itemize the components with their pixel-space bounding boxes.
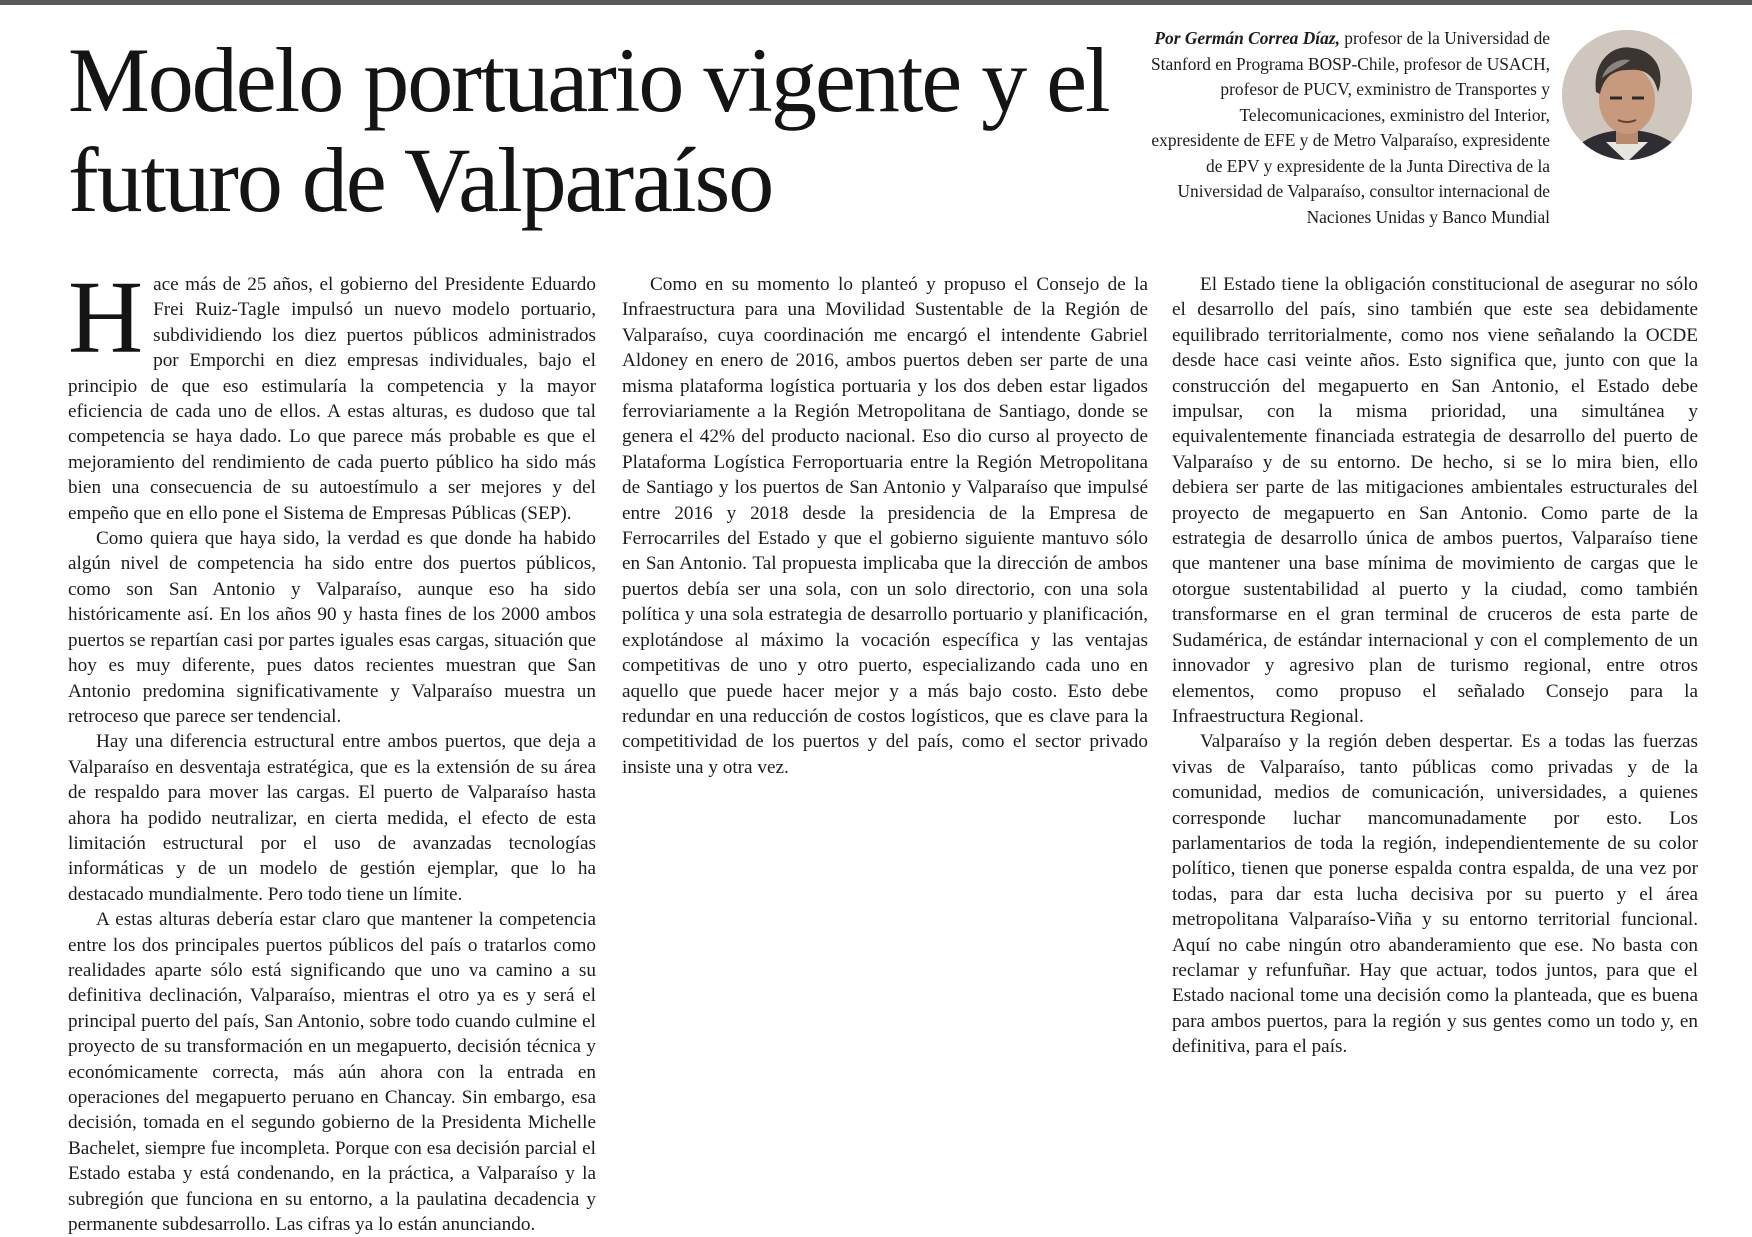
author-name: Por Germán Correa Díaz,	[1154, 28, 1340, 48]
article-paragraph	[68, 260, 596, 526]
article-paragraph: Como quiera que haya sido, la verdad es que donde ha habido algún nivel de competencia ha sido entre dos puertos públicos, como son San Antonio y Valparaíso, aunque eso ha sido históricamente así. En los años 90 y hasta fines de los 2000 ambos puertos se repartían casi por partes iguales esas cargas, situación que hoy es muy diferente, pues datos recientes muestran que San Antonio predomina significativamente y Valparaíso muestra un retroceso que parece ser tendencial.	[68, 528, 596, 727]
article-paragraph: A estas alturas debería estar claro que mantener la competencia entre los dos principales puertos públicos del país o tratarlos como realidades aparte sólo está significando que uno va camino a su definitiva declinación, Valparaíso, mientras el otro ya es y será el principal puerto del país, San Antonio, sobre todo cuando culmine el proyecto de su transformación en un megapuerto, decisión técnica y económicamente correcta, más aún ahora con la entrada en operaciones del megapuerto peruano en Chancay. Sin embargo, esa decisión, tomada en el segundo gobierno de la Presidenta Michelle Bachelet, siempre fue incompleta. Porque con esa decisión parcial el Estado estaba y está condenando, en la práctica, a Valparaíso y la subregión que funciona en su entorno, a la paulatina decadencia y permanente subdesarrollo. Las cifras ya lo están anunciando.	[68, 909, 596, 1236]
drop-cap: H	[68, 260, 144, 375]
author-bio: profesor de la Universidad de Stanford en Programa BOSP-Chile, profesor de USACH, profesor de PUCV, exministro de Transportes y Telecomunicaciones, exministro del Interior, expresidente de EFE y de Metro Valparaíso, expresidente de EPV y expresidente de la Junta Directiva de la Universidad de Valparaíso, consultor internacional de Naciones Unidas y Banco Mundial	[1151, 28, 1550, 227]
author-byline	[1150, 26, 1550, 230]
paragraph-text: ace más de 25 años, el gobierno del Presidente Eduardo Frei Ruiz-Tagle impulsó un nuevo modelo portuario, subdividiendo los diez puertos públicos administrados por Emporchi en diez empresas individuales, bajo el principio de que eso estimularía la competencia y la mayor eficiencia de cada uno de ellos. A estas alturas, es dudoso que tal competencia se haya dado. Lo que parece más probable es que el mejoramiento del rendimiento de cada puerto público ha sido más bien una consecuencia de su autoestímulo a ser mejores y del empeño que en ello pone el Sistema de Empresas Públicas (SEP).	[68, 274, 596, 524]
top-rule	[0, 0, 1752, 5]
article-paragraph: Valparaíso y la región deben despertar. Es a todas las fuerzas vivas de Valparaíso, tanto públicas como privadas y de la comunidad, medios de comunicación, universidades, a quienes corresponde luchar mancomunadamente por esto. Los parlamentarios de toda la región, independientemente de su color político, tienen que ponerse espalda contra espalda, de una vez por todas, para dar esta lucha decisiva por su puerto y el área metropolitana Valparaíso-Viña y su entorno territorial funcional. Aquí no cabe ningún otro abanderamiento que ese. No basta con reclamar y refunfuñar. Hay que actuar, todos juntos, para que el Estado nacional tome una decisión como la planteada, que es buena para ambos puertos, para la región y sus gentes como un todo y, en definitiva, para el país.	[1172, 731, 1698, 1058]
article-paragraph: Como en su momento lo planteó y propuso el Consejo de la Infraestructura para una Movilidad Sustentable de la Región de Valparaíso, cuya coordinación me encargó el intendente Gabriel Aldoney en enero de 2016, ambos puertos deben ser parte de una misma plataforma logística portuaria y los dos deben estar ligados ferroviariamente a la Región Metropolitana de Santiago, donde se genera el 42% del producto nacional. Eso dio curso al proyecto de Plataforma Logística Ferroportuaria entre la Región Metropolitana de Santiago y los puertos de San Antonio y Valparaíso que impulsé entre 2016 y 2018 desde la presidencia de la Empresa de Ferrocarriles del Estado y que el gobierno siguiente mantuvo sólo en San Antonio. Tal propuesta implicaba que la dirección de ambos puertos debía ser una sola, con un solo directorio, con una sola política y una sola estrategia de desarrollo portuario y planificación, explotándose al máximo la vocación específica y las ventajas competitivas de uno y otro puerto, especializando cada uno en aquello que puede hacer mejor y a más bajo costo. Esto debe redundar en una reducción de costos logísticos, que es clave para la competitividad de los puertos y del país, como el sector privado insiste una y otra vez.	[622, 274, 1148, 778]
author-photo	[1562, 30, 1692, 160]
article-column-3	[1172, 272, 1698, 1060]
article-paragraph: El Estado tiene la obligación constitucional de asegurar no sólo el desarrollo del país, sino también que este sea debidamente equilibrado territorialmente, como nos viene señalando la OCDE desde hace casi veinte años. Esto significa que, junto con que la construcción del megapuerto en San Antonio, el Estado debe impulsar, con la misma prioridad, una simultánea y equivalentemente financiada estrategia de desarrollo del puerto de Valparaíso y de su entorno. De hecho, si se lo mira bien, ello debiera ser parte de las mitigaciones ambientales estructurales del proyecto de megapuerto en San Antonio. Como parte de la estrategia de desarrollo única de ambos puertos, Valparaíso tiene que mantener una base mínima de movimiento de cargas que le otorgue sustentabilidad al puerto y la ciudad, como también transformarse en el gran terminal de cruceros de esta parte de Sudamérica, de estándar internacional y con el complemento de un innovador y agresivo plan de turismo regional, entre otros elementos, como propuso el señalado Consejo para la Infraestructura Regional.	[1172, 274, 1698, 727]
article-column-1	[68, 260, 596, 1237]
article-headline: Modelo portuario vigente y el futuro de Valparaíso	[68, 29, 1109, 231]
article-paragraph: Hay una diferencia estructural entre ambos puertos, que deja a Valparaíso en desventaja estratégica, que es la extensión de su área de respaldo para mover las cargas. El puerto de Valparaíso hasta ahora ha podido neutralizar, en cierta medida, el efecto de esta limitación estructural por el uso de avanzadas tecnologías informáticas y de un modelo de gestión ejemplar, que lo ha destacado mundialmente. Pero todo tiene un límite.	[68, 731, 596, 905]
article-column-2	[622, 272, 1148, 780]
